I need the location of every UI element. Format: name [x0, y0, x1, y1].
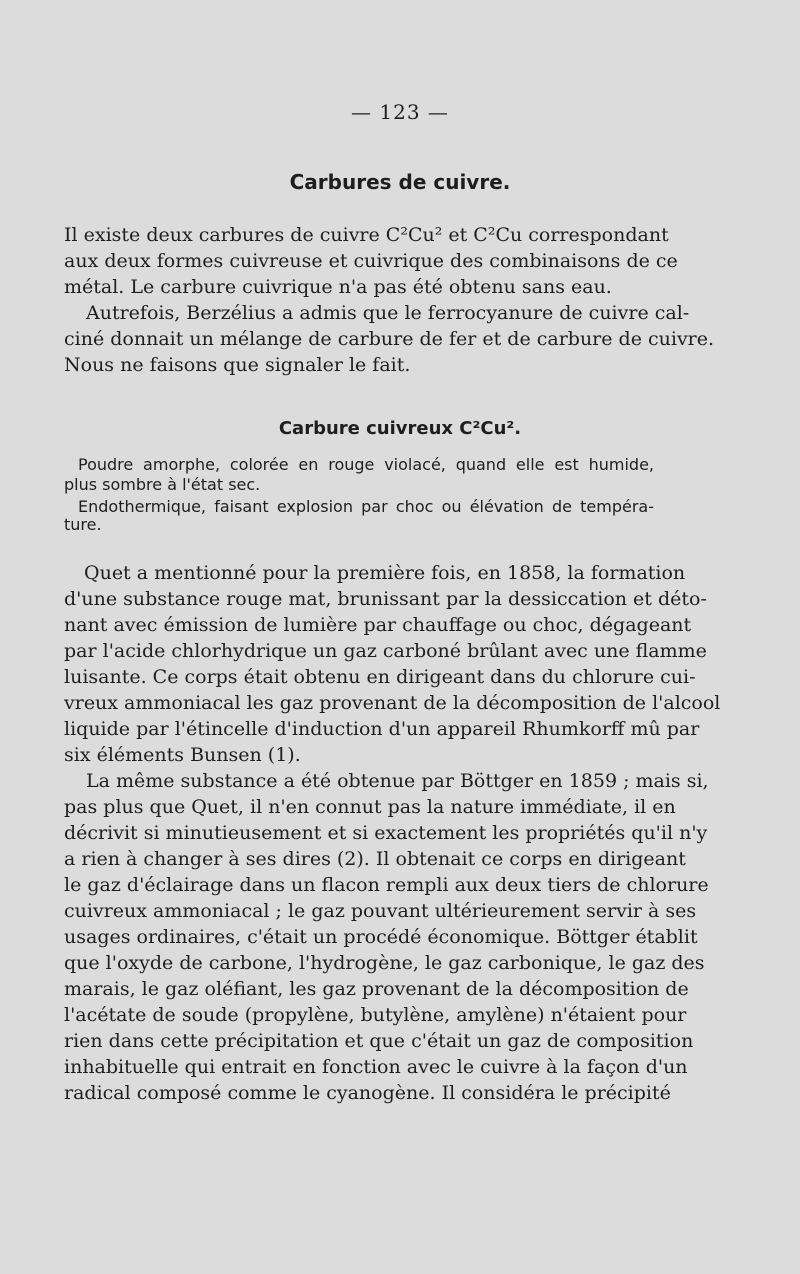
- body-line: ciné donnait un mélange de carbure de fer et de carbure de cuivre.: [64, 328, 715, 350]
- body-line: le gaz d'éclairage dans un flacon rempli aux deux tiers de chlorure: [64, 874, 709, 896]
- body-line: radical composé comme le cyanogène. Il considéra le précipité: [64, 1082, 671, 1104]
- body-line: Quet a mentionné pour la première fois, en 1858, la formation: [84, 562, 686, 584]
- body-line: Nous ne faisons que signaler le fait.: [64, 354, 411, 376]
- body-line: d'une substance rouge mat, brunissant par la dessiccation et déto-: [64, 588, 707, 610]
- body-line: que l'oxyde de carbone, l'hydrogène, le gaz carbonique, le gaz des: [64, 952, 705, 974]
- body-line: marais, le gaz oléfiant, les gaz provenant de la décomposition de: [64, 978, 689, 1000]
- body-line: liquide par l'étincelle d'induction d'un appareil Rhumkorff mû par: [64, 718, 700, 740]
- small-line: Endothermique, faisant explosion par choc ou élévation de tempéra-: [78, 497, 654, 516]
- section-heading: Carbures de cuivre.: [289, 170, 511, 194]
- small-line: plus sombre à l'état sec.: [64, 475, 261, 494]
- body-line: usages ordinaires, c'était un procédé économique. Böttger établit: [64, 926, 698, 948]
- body-line: par l'acide chlorhydrique un gaz carboné brûlant avec une flamme: [64, 640, 707, 662]
- body-line: rien dans cette précipitation et que c'était un gaz de composition: [64, 1030, 694, 1052]
- body-line: aux deux formes cuivreuse et cuivrique des combinaisons de ce: [64, 250, 678, 272]
- body-line: vreux ammoniacal les gaz provenant de la décomposition de l'alcool: [64, 692, 721, 714]
- body-line: pas plus que Quet, il n'en connut pas la nature immédiate, il en: [64, 796, 676, 818]
- body-line: nant avec émission de lumière par chauffage ou choc, dégageant: [64, 614, 692, 636]
- page-number: — 123 —: [351, 100, 449, 124]
- subsection-heading: Carbure cuivreux C²Cu².: [278, 418, 522, 439]
- body-line: l'acétate de soude (propylène, butylène, amylène) n'étaient pour: [64, 1004, 687, 1026]
- body-line: La même substance a été obtenue par Böttger en 1859 ; mais si,: [86, 770, 709, 792]
- body-line: décrivit si minutieusement et si exactement les propriétés qu'il n'y: [64, 822, 708, 844]
- body-line: a rien à changer à ses dires (2). Il obtenait ce corps en dirigeant: [64, 848, 686, 870]
- body-line: cuivreux ammoniacal ; le gaz pouvant ultérieurement servir à ses: [64, 900, 697, 922]
- body-line: inhabituelle qui entrait en fonction avec le cuivre à la façon d'un: [64, 1056, 688, 1078]
- small-line: ture.: [64, 515, 102, 534]
- body-line: Il existe deux carbures de cuivre C²Cu² et C²Cu correspondant: [64, 224, 669, 246]
- body-line: luisante. Ce corps était obtenu en dirigeant dans du chlorure cui-: [64, 666, 696, 688]
- body-line: Autrefois, Berzélius a admis que le ferrocyanure de cuivre cal-: [86, 302, 690, 324]
- small-line: Poudre amorphe, colorée en rouge violacé, quand elle est humide,: [78, 455, 654, 474]
- body-line: métal. Le carbure cuivrique n'a pas été obtenu sans eau.: [64, 276, 612, 298]
- body-line: six éléments Bunsen (1).: [64, 744, 301, 766]
